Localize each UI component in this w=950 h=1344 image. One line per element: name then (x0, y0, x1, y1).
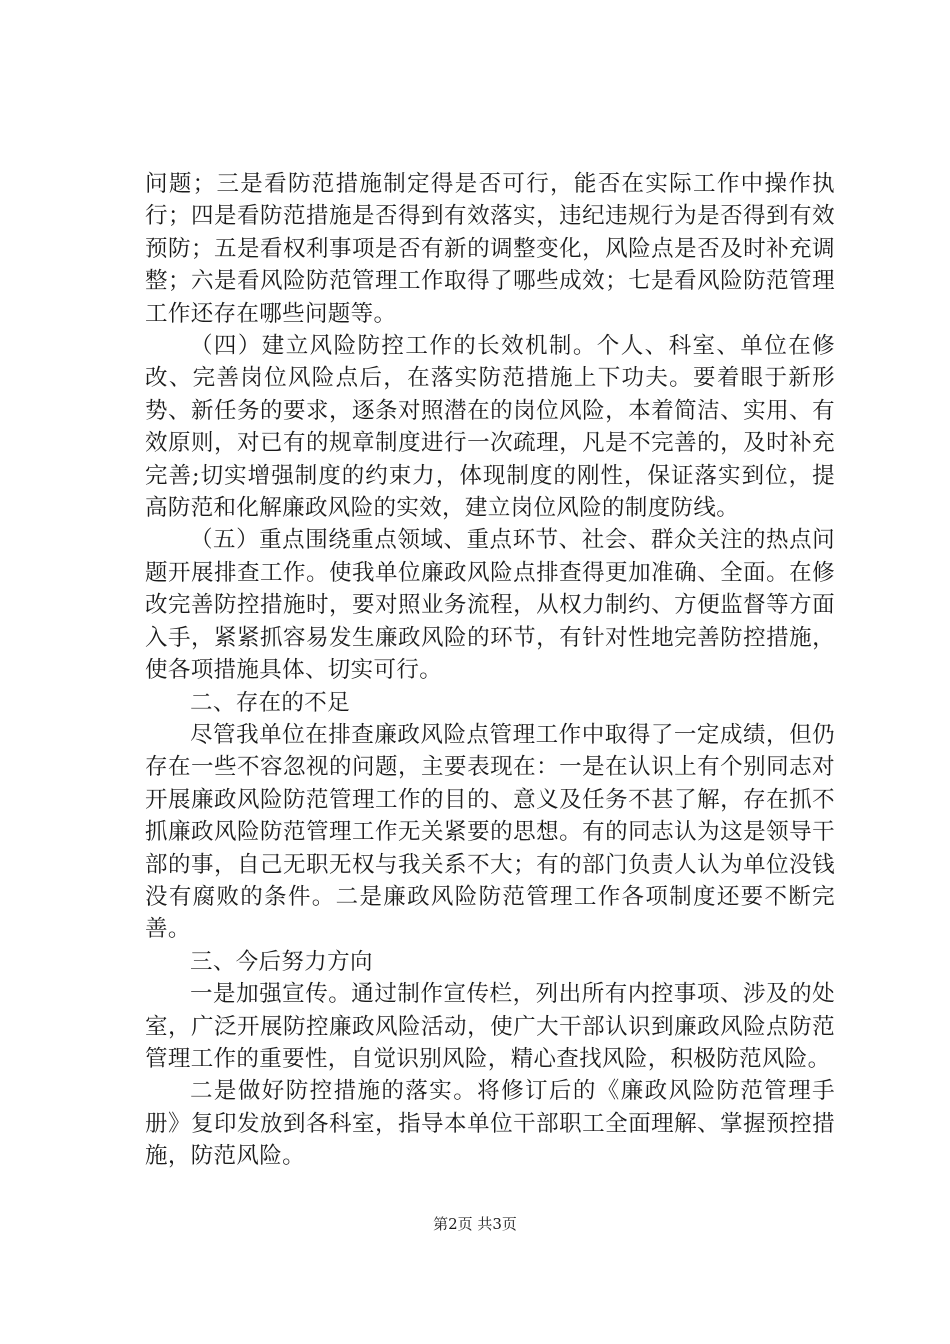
section-heading-future-direction: 三、今后努力方向 (190, 948, 373, 975)
paragraph-6: 二是做好防控措施的落实。将修订后的《廉政风险防范管理手册》复印发放到各科室，指导本单位干部职工全面理解、掌握预控措施，防范风险。 (145, 1078, 835, 1170)
paragraph-5: 一是加强宣传。通过制作宣传栏，列出所有内控事项、涉及的处室，广泛开展防控廉政风险活动，使广大干部认识到廉政风险点防范管理工作的重要性，自觉识别风险，精心查找风险，积极防范风险。 (145, 981, 835, 1072)
paragraph-1: 问题；三是看防范措施制定得是否可行，能否在实际工作中操作执行；四是看防范措施是否得到有效落实，违纪违规行为是否得到有效预防；五是看权利事项是否有新的调整变化，风险点是否及时补充调整；六是看风险防范管理工作取得了哪些成效；七是看风险防范管理工作还存在哪些问题等。 (145, 171, 835, 327)
paragraph-3: （五）重点围绕重点领域、重点环节、社会、群众关注的热点问题开展排查工作。使我单位廉政风险点排查得更加准确、全面。在修改完善防控措施时，要对照业务流程，从权力制约、方便监督等方面入手，紧紧抓容易发生廉政风险的环节，有针对性地完善防控措施，使各项措施具体、切实可行。 (145, 527, 835, 684)
page-number-label: 第2页 共3页 (433, 1215, 517, 1233)
section-heading-shortcomings: 二、存在的不足 (190, 689, 350, 716)
paragraph-4: 尽管我单位在排查廉政风险点管理工作中取得了一定成绩，但仍存在一些不容忽视的问题，主要表现在：一是在认识上有个别同志对开展廉政风险防范管理工作的目的、意义及任务不甚了解，存在抓不抓廉政风险防范管理工作无关紧要的思想。有的同志认为这是领导干部的事，自己无职无权与我关系不大；有的部门负责人认为单位没钱没有腐败的条件。二是廉政风险防范管理工作各项制度还要不断完善。 (145, 721, 835, 943)
page-footer (0, 1214, 950, 1234)
document-body (145, 168, 835, 1173)
paragraph-2: （四）建立风险防控工作的长效机制。个人、科室、单位在修改、完善岗位风险点后，在落实防范措施上下功夫。要着眼于新形势、新任务的要求，逐条对照潜在的岗位风险，本着简洁、实用、有效原则，对已有的规章制度进行一次疏理，凡是不完善的，及时补充完善;切实增强制度的约束力，体现制度的刚性，保证落实到位，提高防范和化解廉政风险的实效，建立岗位风险的制度防线。 (145, 333, 835, 522)
